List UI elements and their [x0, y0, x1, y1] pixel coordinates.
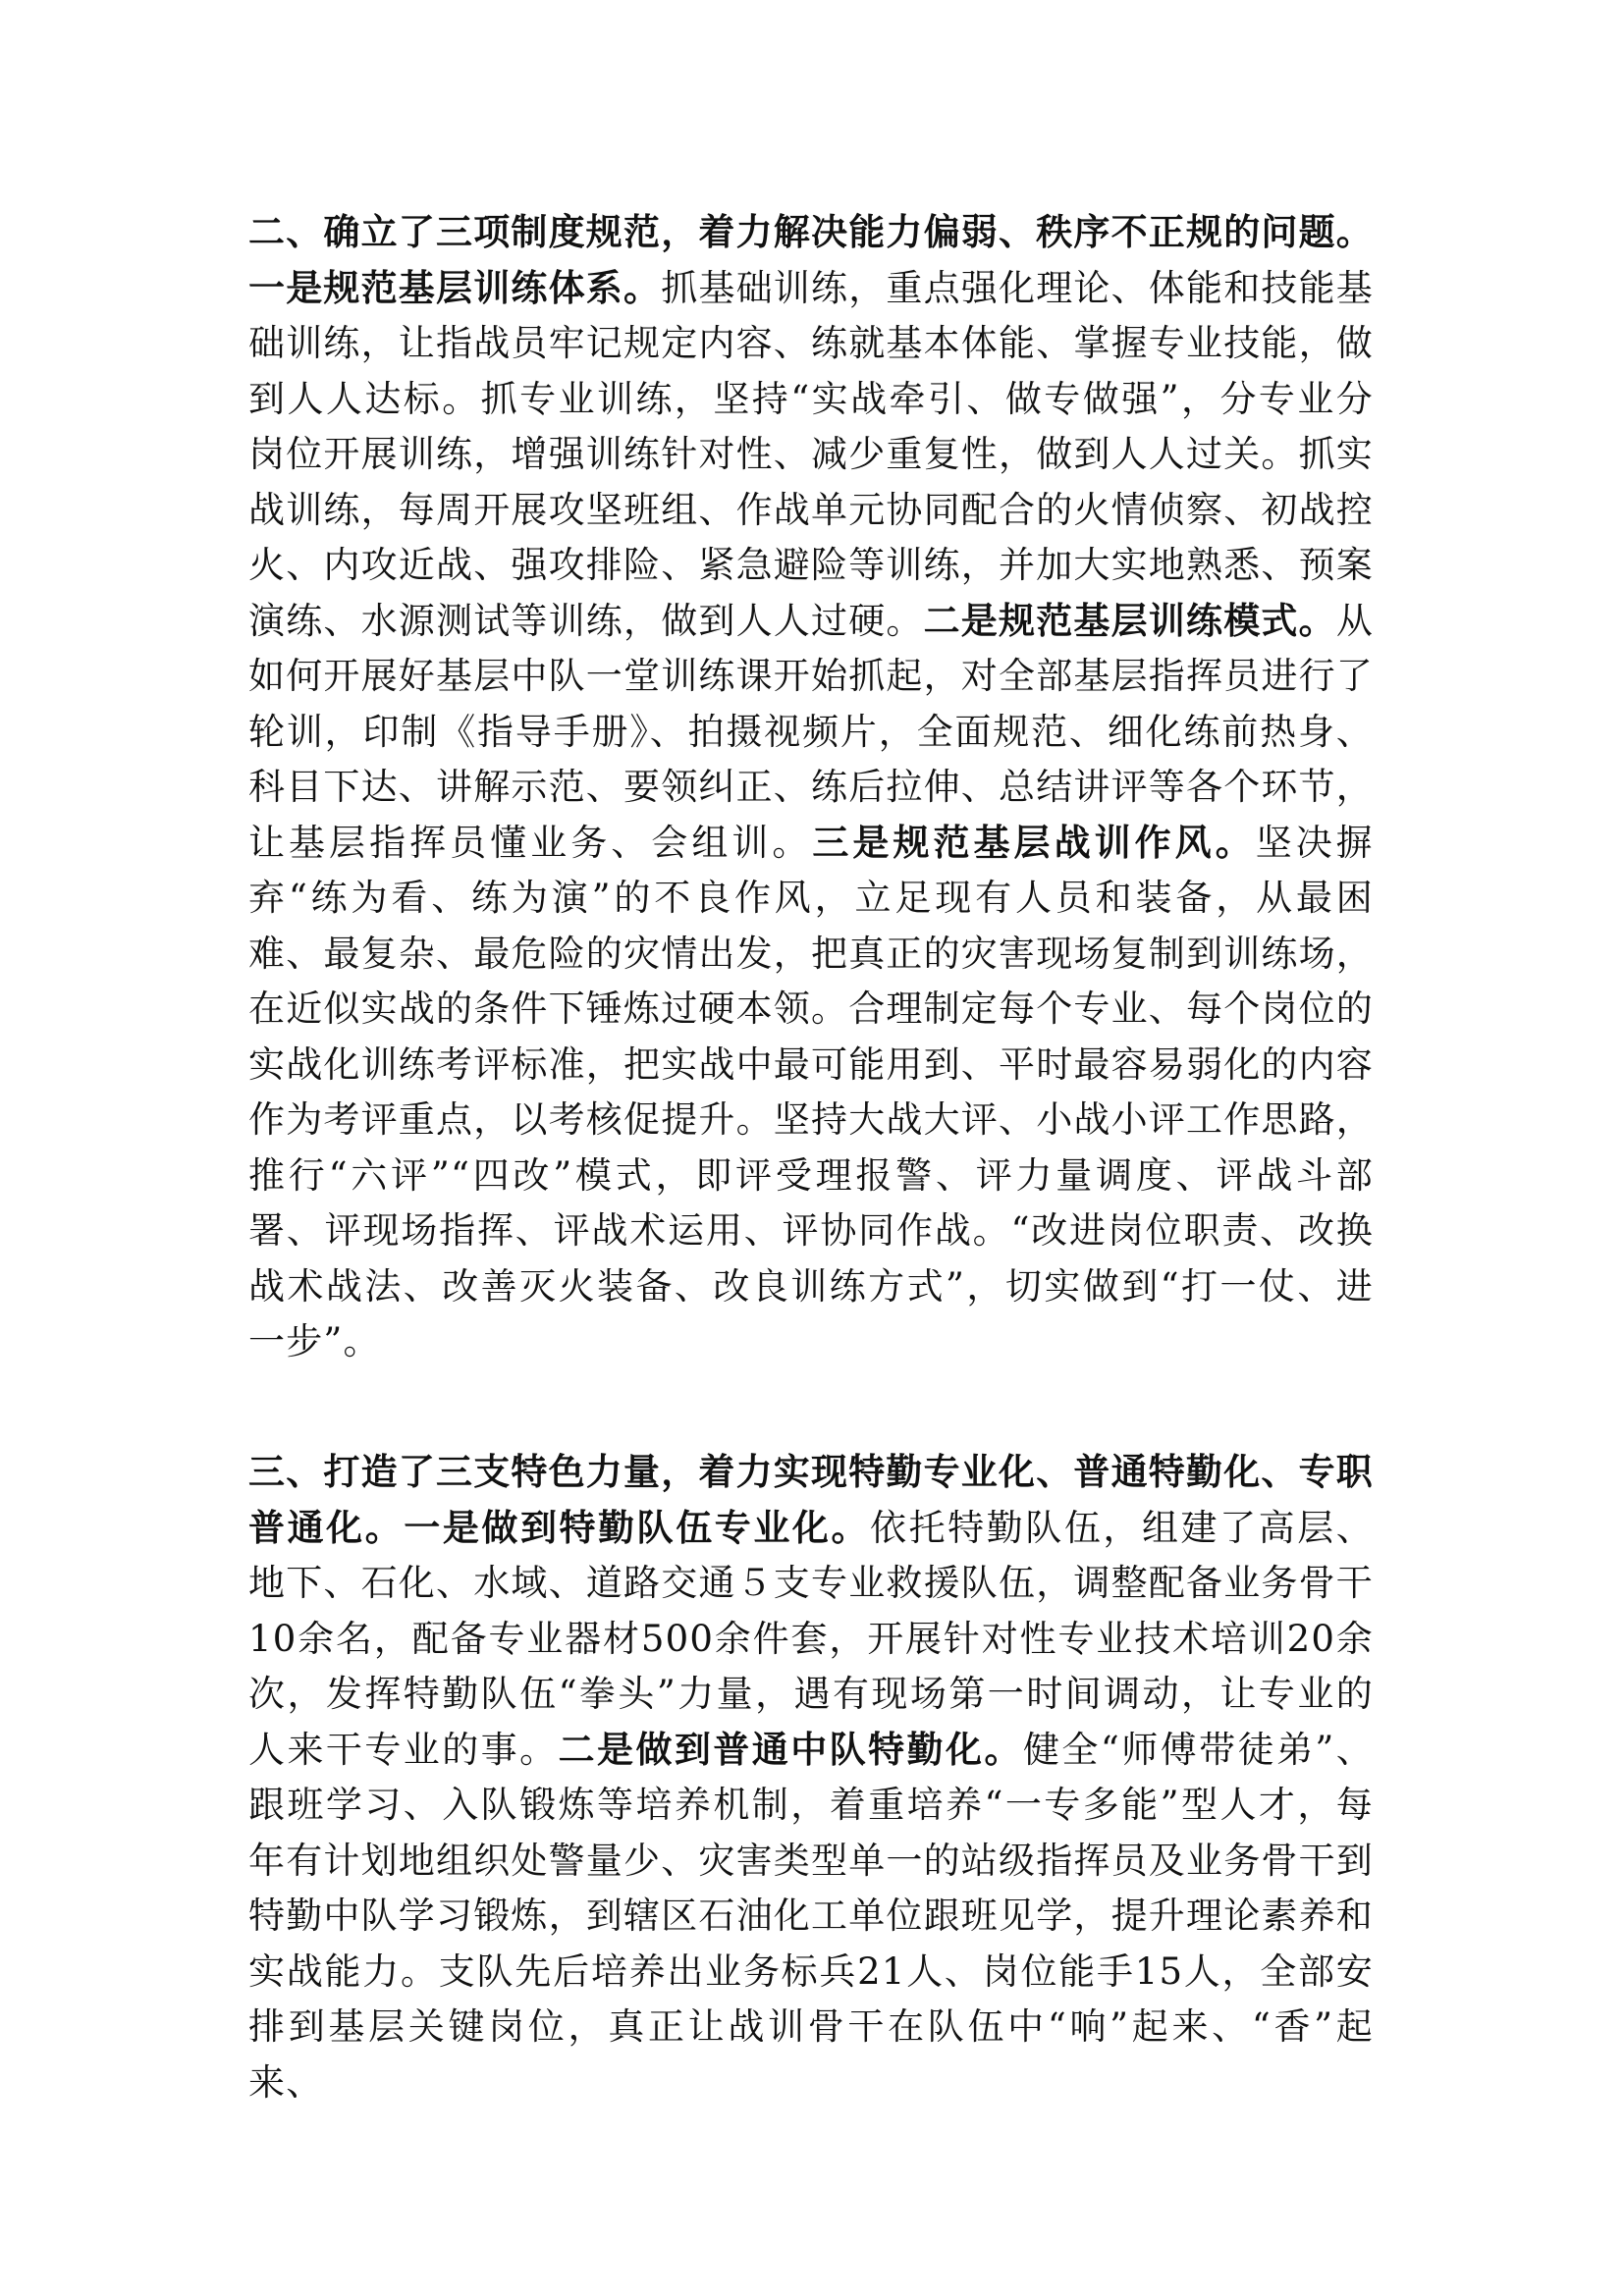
point-title: 二是做到普通中队特勤化。 [558, 1728, 1023, 1771]
point-title: 一是做到特勤队伍专业化。 [404, 1506, 871, 1549]
point-body: 从如何开展好基层中队一堂训练课开始抓起，对全部基层指挥员进行了轮训，印制《指导手册》、拍摄视频片，全面规范、细化练前热身、科目下达、讲解示范、要领纠正、练后拉伸、总结讲评等各个环节，让基层指挥员懂业务、会组训。 [248, 599, 1375, 864]
point-title: 三是规范基层战训作风。 [812, 821, 1256, 864]
point-body: 健全“师傅带徒弟”、跟班学习、入队锻炼等培养机制，着重培养“一专多能”型人才，每年有计划地组织处警量少、灾害类型单一的站级指挥员及业务骨干到特勤中队学习锻炼，到辖区石油化工单位跟班见学，提升理论素养和实战能力。支队先后培养出业务标兵21人、岗位能手15人，全部安排到基层关键岗位，真正让战训骨干在队伍中“响”起来、“香”起来、 [248, 1728, 1374, 2104]
section-heading: 二、确立了三项制度规范，着力解决能力偏弱、秩序不正规的问题。 [248, 211, 1374, 253]
section-heading: 三、打造了三支特色力量，着力实现特勤专业化、普通特勤化、专职普通化。 [248, 1451, 1374, 1549]
section-three [248, 1445, 1374, 2110]
point-title: 二是规范基层训练模式。 [923, 599, 1336, 642]
point-body: 依托特勤队伍，组建了高层、地下、石化、水域、道路交通５支专业救援队伍，调整配备业务骨干10余名，配备专业器材500余件套，开展针对性专业技术培训20余次，发挥特勤队伍“拳头”力量，遇有现场第一时间调动，让专业的人来干专业的事。 [248, 1506, 1374, 1771]
point-title: 一是规范基层训练体系。 [248, 266, 662, 309]
section-two [248, 205, 1374, 1370]
point-body: 坚决摒弃“练为看、练为演”的不良作风，立足现有人员和装备，从最困难、最复杂、最危险的灾情出发，把真正的灾害现场复制到训练场，在近似实战的条件下锤炼过硬本领。合理制定每个专业、每个岗位的实战化训练考评标准，把实战中最可能用到、平时最容易弱化的内容作为考评重点，以考核促提升。坚持大战大评、小战小评工作思路，推行“六评”“四改”模式，即评受理报警、评力量调度、评战斗部署、评现场指挥、评战术运用、评协同作战。“改进岗位职责、改换战术战法、改善灭火装备、改良训练方式”，切实做到“打一仗、进一步”。 [248, 821, 1374, 1362]
point-body: 抓基础训练，重点强化理论、体能和技能基础训练，让指战员牢记规定内容、练就基本体能、掌握专业技能，做到人人达标。抓专业训练，坚持“实战牵引、做专做强”，分专业分岗位开展训练，增强训练针对性、减少重复性，做到人人过关。抓实战训练，每周开展攻坚班组、作战单元协同配合的火情侦察、初战控火、内攻近战、强攻排险、紧急避险等训练，并加大实地熟悉、预案演练、水源测试等训练，做到人人过硬。 [248, 266, 1375, 642]
